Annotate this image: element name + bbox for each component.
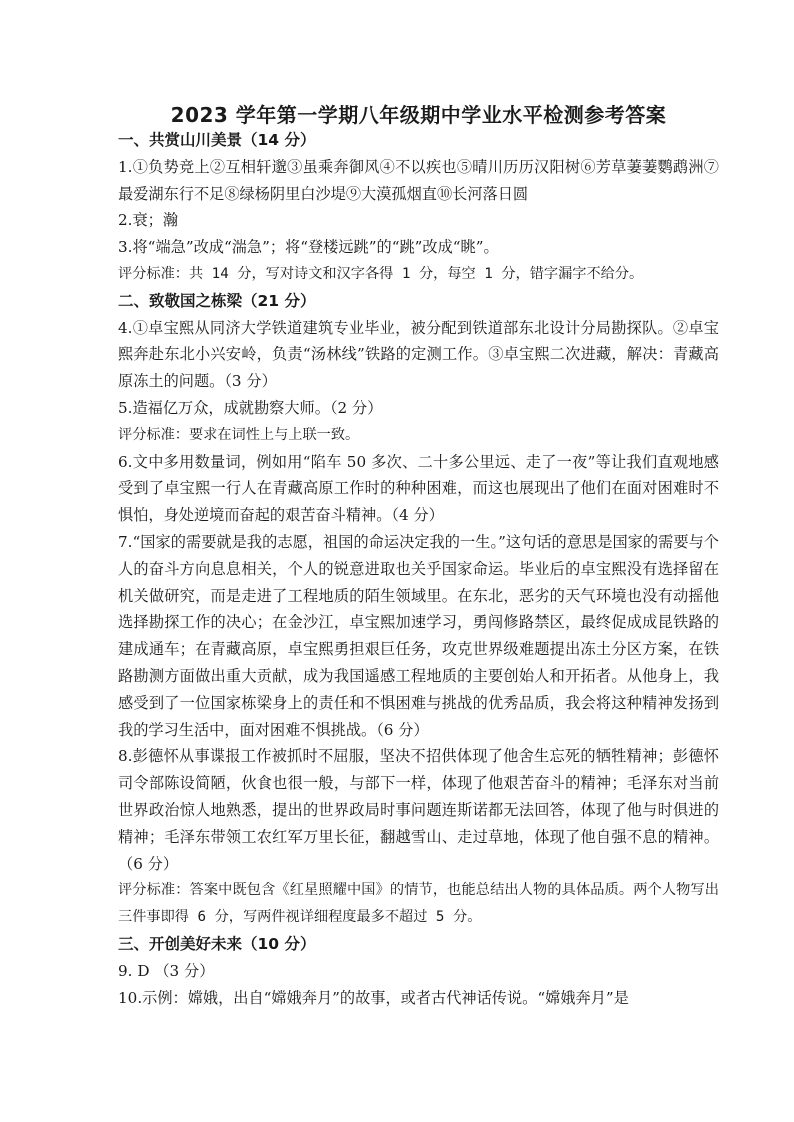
section-2-heading: 二、致敬国之栋梁（21 分） [118, 291, 316, 310]
scoring-criteria-1: 评分标准：共 14 分，写对诗文和汉字各得 1 分，每空 1 分，错字漏字不给分。 [118, 265, 644, 282]
answer-7: 7.“国家的需要就是我的志愿，祖国的命运决定我的一生。”这句话的意思是国家的需要与个人的奋斗方向息息相关，个人的锐意进取也关乎国家命运。毕业后的卓宝熙没有选择留在机关做研究，而是走进了工程地质的陌生领域里。在东北，恶劣的天气环境也没有动摇他选择勘探工作的决心；在金沙江，卓宝熙加速学习，勇闯修路禁区，最终促成成昆铁路的建成通车；在青藏高原，卓宝熙勇担艰巨任务，攻克世界级难题提出冻土分区方案，在铁路勘测方面做出重大贡献，成为我国遥感工程地质的主要创始人和开拓者。从他身上，我感受到了一位国家栋梁身上的责任和不惧困难与挑战的优秀品质，我会将这种精神发扬到我的学习生活中，面对困难不惧挑战。（6 分） [118, 532, 719, 739]
scoring-criteria-8: 评分标准：答案中既包含《红星照耀中国》的情节，也能总结出人物的具体品质。两个人物写出三件事即得 6 分，写两件视详细程度最多不超过 5 分。 [118, 882, 719, 926]
answer-5: 5.造福亿万众，成就勘察大师。（2 分） [118, 398, 383, 417]
answer-10: 10.示例：嫦娥，出自“嫦娥奔月”的故事，或者古代神话传说。“嫦娥奔月”是 [118, 988, 629, 1007]
answer-1: 1.①负势竞上②互相轩邈③虽乘奔御风④不以疾也⑤晴川历历汉阳树⑥芳草萋萋鹦鹉洲⑦最爱湖东行不足⑧绿杨阴里白沙堤⑨大漠孤烟直⑩长河落日圆 [118, 157, 719, 203]
answer-3: 3.将“端急”改成“湍急”；将“登楼远跳”的“跳”改成“眺”。 [118, 238, 499, 257]
section-1-heading: 一、共赏山川美景（14 分） [118, 131, 316, 149]
answer-9: 9. D （3 分） [118, 961, 215, 980]
answer-8: 8.彭德怀从事谍报工作被抓时不屈服，坚决不招供体现了他舍生忘死的牺牲精神；彭德怀司令部陈设简陋，伙食也很一般，与部下一样，体现了他艰苦奋斗的精神；毛泽东对当前世界政治惊人地熟悉，提出的世界政局时事问题连斯诺都无法回答，体现了他与时俱进的精神；毛泽东带领工农红军万里长征，翻越雪山、走过草地，体现了他自强不息的精神。（6 分） [118, 747, 719, 873]
answer-6: 6.文中多用数量词，例如用“陷车 50 多次、二十多公里远、走了一夜”等让我们直观地感受到了卓宝熙一行人在青藏高原工作时的种种困难，而这也展现出了他们在面对困难时不惧怕，身处逆境而奋起的艰苦奋斗精神。（4 分） [118, 452, 719, 525]
answer-4: 4.①卓宝熙从同济大学铁道建筑专业毕业，被分配到铁道部东北设计分局勘探队。②卓宝熙奔赴东北小兴安岭，负责“汤林线”铁路的定测工作。③卓宝熙二次进藏，解决：青藏高原冻土的问题。（3 分） [118, 318, 719, 391]
document-title: 2023 学年第一学期八年级期中学业水平检测参考答案 [170, 103, 667, 127]
section-3-heading: 三、开创美好未来（10 分） [118, 934, 316, 953]
scoring-criteria-5: 评分标准：要求在词性上与上联一致。 [118, 426, 360, 443]
answer-2: 2.衰；瀚 [118, 211, 179, 230]
